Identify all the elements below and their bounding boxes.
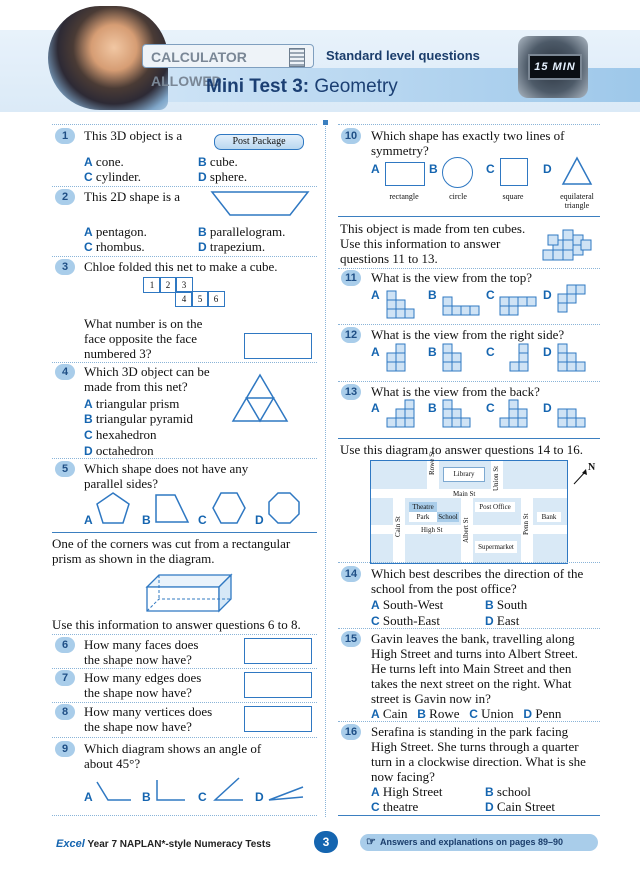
q10-option-c[interactable]: C — [486, 162, 495, 176]
column-divider — [325, 122, 326, 817]
block — [371, 461, 427, 489]
ten-cubes-object — [542, 224, 592, 266]
brand-logo-text: Excel — [56, 838, 85, 850]
separator — [338, 216, 600, 217]
q2-text: This 2D shape is a — [84, 189, 181, 204]
q3-text: Chloe folded this net to make a cube. — [84, 259, 278, 274]
q11-option-b[interactable]: B — [428, 288, 437, 302]
q4-option-a[interactable]: A triangular prism — [84, 396, 180, 411]
equilateral-triangle-shape — [562, 157, 592, 185]
separator — [52, 668, 317, 669]
cut-prism-diagram — [146, 574, 232, 612]
q16-option-b[interactable]: B school — [485, 784, 531, 799]
question-number: 16 — [341, 724, 361, 740]
q2-option-c[interactable]: C rhombus. — [84, 239, 145, 254]
main-st-label: Main St — [453, 490, 476, 498]
pentagon-shape — [96, 492, 130, 524]
separator — [52, 362, 317, 363]
question-number: 11 — [341, 270, 361, 286]
q6-text: How many faces does the shape now have? — [84, 637, 199, 667]
q1-option-d[interactable]: D sphere. — [198, 169, 248, 184]
q15-option-c[interactable]: C Union — [469, 706, 514, 721]
school: School — [438, 513, 458, 521]
rectangle-shape — [385, 162, 425, 186]
q10-option-a[interactable]: A — [371, 162, 380, 176]
quadrilateral-shape — [155, 494, 189, 524]
angle-b — [156, 779, 186, 801]
top-view-b — [442, 296, 484, 320]
top-view-a — [386, 290, 426, 320]
q7-answer-box[interactable] — [244, 672, 312, 698]
q5-option-b[interactable]: B — [142, 513, 151, 527]
separator — [52, 815, 317, 816]
q12-option-a[interactable]: A — [371, 345, 380, 359]
question-number: 7 — [55, 670, 75, 686]
q14-option-c[interactable]: C South-East — [371, 613, 440, 628]
octagon-shape — [268, 492, 300, 524]
use-info-6-8: Use this information to answer questions 6 to 8. — [52, 617, 301, 632]
separator — [338, 124, 600, 125]
square-shape — [500, 158, 528, 186]
post-package-prism — [214, 134, 304, 150]
penn-st-label: Penn St — [522, 513, 530, 535]
q11-option-c[interactable]: C — [486, 288, 495, 302]
map-intro: Use this diagram to answer questions 14 to 16. — [340, 442, 583, 457]
q16-option-c[interactable]: C theatre — [371, 799, 419, 814]
q12-text: What is the view from the right side? — [371, 327, 565, 342]
net-square: 5 — [191, 291, 209, 307]
q15-text: Gavin leaves the bank, travelling along High Street and turns into Albert Street. He turns left into Main Street and then takes the next street on the right. What street is Gavin now in? — [371, 631, 578, 706]
q13-text: What is the view from the back? — [371, 384, 540, 399]
q10-option-b[interactable]: B — [429, 162, 438, 176]
footer-series — [56, 838, 271, 850]
q11-option-a[interactable]: A — [371, 288, 380, 302]
q14-option-b[interactable]: B South — [485, 597, 528, 612]
net-square: 3 — [175, 277, 193, 293]
q13-option-d[interactable]: D — [543, 401, 552, 415]
separator — [338, 438, 600, 439]
street-map — [370, 451, 568, 564]
right-view-b — [442, 343, 474, 377]
divider-marker — [323, 120, 328, 125]
union-st-label: Union St — [492, 465, 500, 491]
caption-square: square — [502, 192, 524, 201]
q8-answer-box[interactable] — [244, 706, 312, 732]
right-view-d — [557, 343, 589, 377]
question-number: 13 — [341, 384, 361, 400]
angle-a — [96, 781, 132, 801]
north-label: N — [588, 462, 596, 473]
caption-circle: circle — [449, 192, 467, 201]
triangle-net — [232, 374, 288, 422]
q3-question: What number is on the face opposite the face numbered 3? — [84, 316, 203, 361]
series-title: Year 7 NAPLAN*-style Numeracy Tests — [87, 839, 271, 850]
question-number: 6 — [55, 637, 75, 653]
q2-option-d[interactable]: D trapezium. — [198, 239, 266, 254]
separator — [52, 702, 317, 703]
timer-badge — [518, 36, 588, 98]
park: Park — [409, 512, 437, 522]
angle-d — [268, 786, 304, 802]
q4-option-d[interactable]: D octahedron — [84, 443, 154, 458]
separator — [338, 268, 600, 269]
q15-option-b[interactable]: B Rowe — [417, 706, 460, 721]
page-title — [206, 76, 398, 98]
q9-option-c[interactable]: C — [198, 790, 207, 804]
title-light: Geometry — [314, 76, 398, 97]
separator — [52, 124, 317, 125]
net-square: 4 — [175, 291, 193, 307]
timer-text: 15 MIN — [534, 61, 576, 73]
q14-option-a[interactable]: A South-West — [371, 597, 444, 612]
q8-text: How many vertices does the shape now have? — [84, 704, 213, 734]
separator — [338, 815, 600, 816]
net-square: 6 — [207, 291, 225, 307]
separator — [338, 324, 600, 325]
back-view-b — [442, 399, 482, 433]
post-package-label: Post Package — [232, 136, 286, 147]
library: Library — [443, 467, 485, 482]
q9-option-d[interactable]: D — [255, 790, 264, 804]
trapezium-shape — [212, 191, 312, 217]
rowe-st-label: Rowe St — [428, 451, 436, 475]
header — [0, 0, 640, 118]
q10-text: Which shape has exactly two lines of symmetry? — [371, 128, 565, 158]
q1-option-b[interactable]: B cube. — [198, 154, 238, 169]
back-view-d — [557, 399, 597, 433]
q11-option-d[interactable]: D — [543, 288, 552, 302]
separator — [338, 381, 600, 382]
question-number: 1 — [55, 128, 75, 144]
separator — [52, 256, 317, 257]
q1-option-a[interactable]: A cone. — [84, 154, 124, 169]
question-number: 9 — [55, 741, 75, 757]
level-label: Standard level questions — [326, 48, 480, 63]
q12-option-d[interactable]: D — [543, 345, 552, 359]
hexagon-shape — [212, 492, 246, 524]
q6-answer-box[interactable] — [244, 638, 312, 664]
answers-link[interactable] — [360, 834, 598, 851]
question-number: 14 — [341, 566, 361, 582]
theatre: Theatre — [409, 502, 437, 512]
circle-shape — [442, 157, 473, 188]
question-number: 2 — [55, 189, 75, 205]
separator — [52, 634, 317, 635]
separator — [52, 532, 317, 533]
separator — [338, 628, 600, 629]
back-view-a — [386, 399, 426, 433]
q5-text: Which shape does not have any parallel sides? — [84, 461, 249, 491]
q12-option-b[interactable]: B — [428, 345, 437, 359]
separator — [52, 458, 317, 459]
supermarket: Supermarket — [475, 541, 517, 553]
q16-text: Serafina is standing in the park facing High Street. She turns through a quarter turn in a clockwise direction. What is she now facing? — [371, 724, 586, 784]
footer — [0, 828, 640, 858]
q9-text: Which diagram shows an angle of about 45°? — [84, 741, 262, 771]
q3-answer-box[interactable] — [244, 333, 312, 359]
q15-option-a[interactable]: A Cain — [371, 706, 408, 721]
question-number: 5 — [55, 461, 75, 477]
q1-option-c[interactable]: C cylinder. — [84, 169, 142, 184]
separator — [338, 721, 600, 722]
question-number: 3 — [55, 259, 75, 275]
q7-text: How many edges does the shape now have? — [84, 670, 202, 700]
question-number: 15 — [341, 631, 361, 647]
right-view-a — [386, 343, 418, 377]
question-number: 8 — [55, 704, 75, 720]
net-square: 1 — [143, 277, 161, 293]
calculator-icon — [289, 48, 305, 67]
q16-option-a[interactable]: A High Street — [371, 784, 443, 799]
separator — [338, 562, 600, 563]
q4-text: Which 3D object can be made from this net? — [84, 364, 210, 394]
separator — [52, 737, 317, 738]
high-st-label: High St — [421, 526, 443, 534]
caption-rectangle: rectangle — [389, 192, 419, 201]
albert-st-label: Albert St — [462, 517, 470, 543]
q4-option-c[interactable]: C hexahedron — [84, 427, 157, 442]
question-number: 4 — [55, 364, 75, 380]
pointing-hand-icon: ☞ — [366, 836, 376, 848]
q15-options — [371, 706, 561, 722]
q11-text: What is the view from the top? — [371, 270, 533, 285]
cube-net — [143, 277, 223, 307]
timer-display — [528, 54, 582, 80]
q5-option-d[interactable]: D — [255, 513, 264, 527]
back-view-c — [499, 399, 539, 433]
q14-text: Which best describes the direction of the school from the post office? — [371, 566, 584, 596]
q12-option-c[interactable]: C — [486, 345, 495, 359]
q14-option-d[interactable]: D East — [485, 613, 520, 628]
q9-option-b[interactable]: B — [142, 790, 151, 804]
angle-c — [214, 777, 244, 801]
q2-option-b[interactable]: B parallelogram. — [198, 224, 286, 239]
q16-option-d[interactable]: D Cain Street — [485, 799, 556, 814]
cain-st-label: Cain St — [394, 516, 402, 537]
prism-intro: One of the corners was cut from a rectangular prism as shown in the diagram. — [52, 536, 291, 566]
q1-text: This 3D object is a — [84, 128, 183, 143]
q2-option-a[interactable]: A pentagon. — [84, 224, 147, 239]
q13-option-b[interactable]: B — [428, 401, 437, 415]
answers-text: Answers and explanations on pages 89–90 — [380, 837, 564, 847]
net-square: 2 — [159, 277, 177, 293]
bank: Bank — [537, 512, 561, 522]
top-view-d — [557, 284, 589, 318]
caption-triangle: equilateral triangle — [560, 192, 594, 210]
q5-option-a[interactable]: A — [84, 513, 93, 527]
q13-option-c[interactable]: C — [486, 401, 495, 415]
question-number: 10 — [341, 128, 361, 144]
q10-option-d[interactable]: D — [543, 162, 552, 176]
q5-option-c[interactable]: C — [198, 513, 207, 527]
cubes-intro: This object is made from ten cubes. Use this information to answer questions 11 to 13. — [340, 221, 526, 266]
q4-option-b[interactable]: B triangular pyramid — [84, 411, 194, 426]
title-bold: Mini Test 3: — [206, 76, 310, 97]
post-office: Post Office — [475, 502, 515, 512]
question-number: 12 — [341, 327, 361, 343]
calculator-allowed-text: CALCULATOR ALLOWED — [151, 49, 247, 89]
separator — [52, 186, 317, 187]
q15-option-d[interactable]: D Penn — [523, 706, 562, 721]
q13-option-a[interactable]: A — [371, 401, 380, 415]
right-view-c — [509, 343, 541, 377]
q9-option-a[interactable]: A — [84, 790, 93, 804]
top-view-c — [499, 296, 541, 320]
page-number: 3 — [314, 831, 338, 853]
